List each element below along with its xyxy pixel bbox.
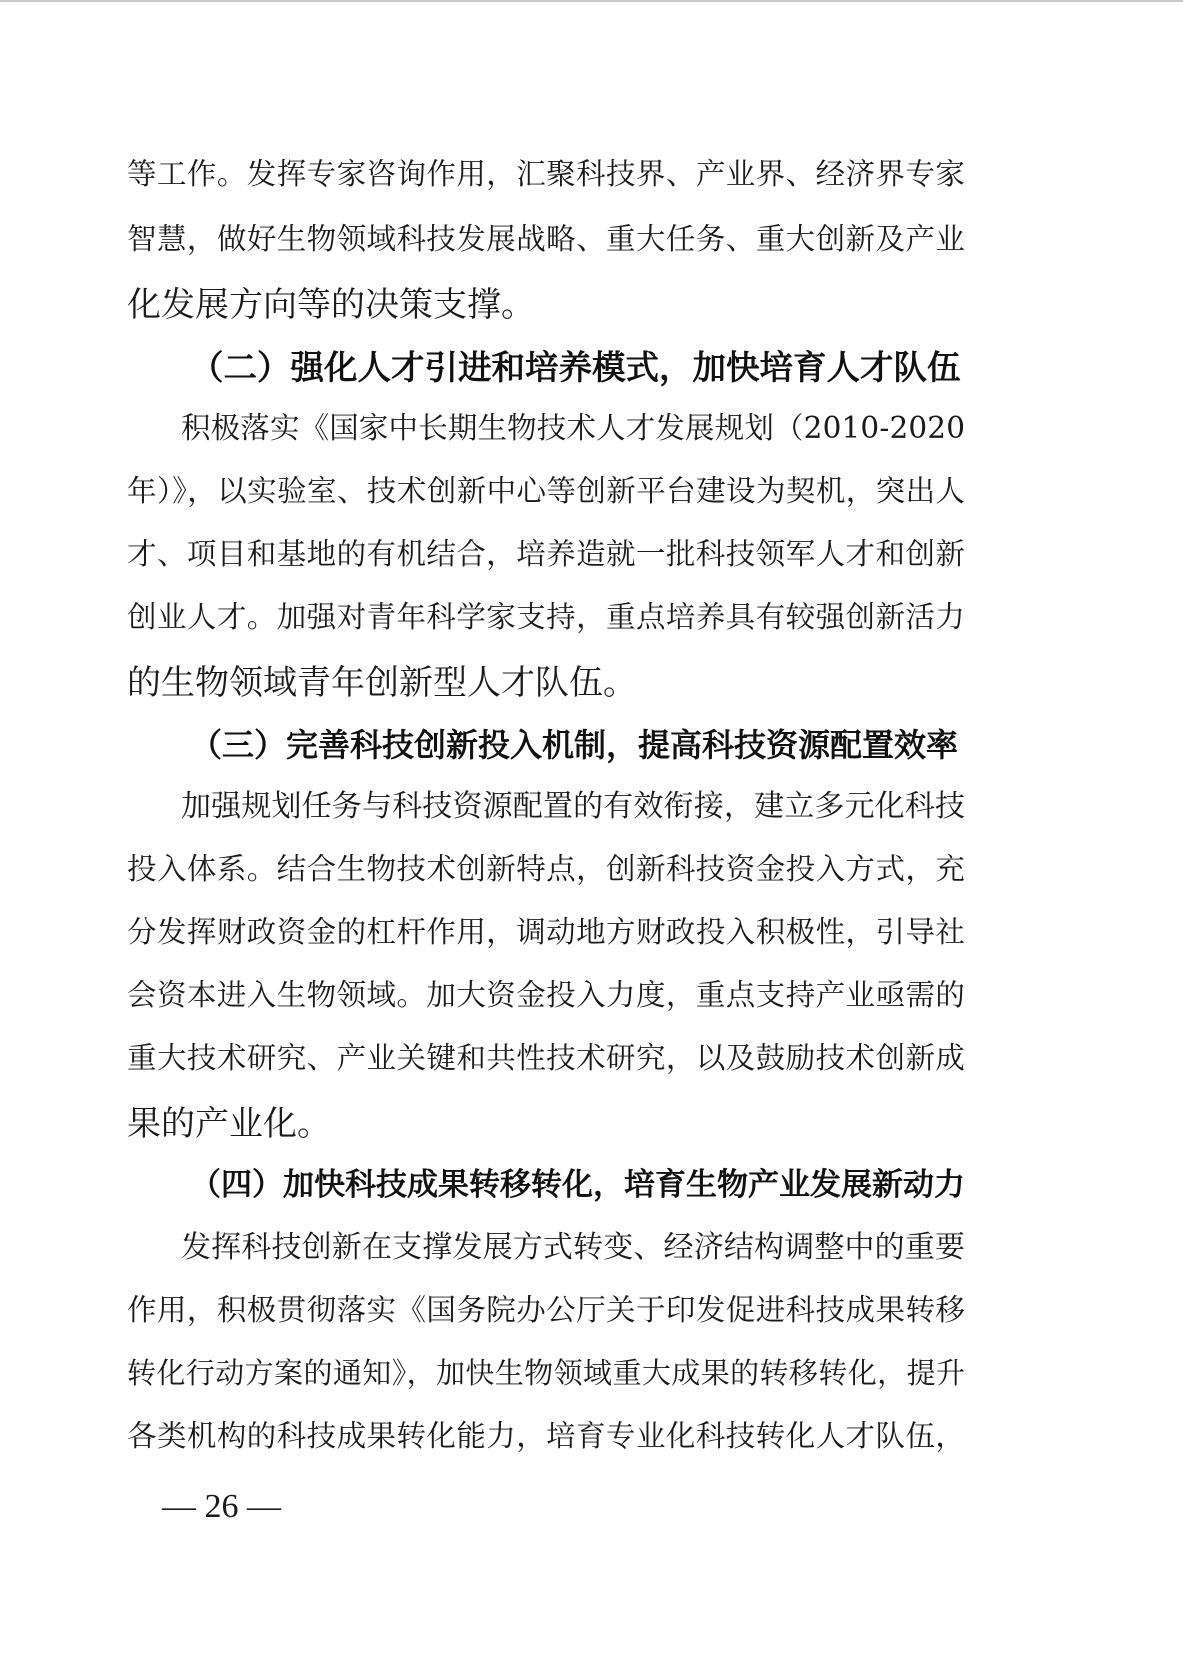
top-divider [0,0,1183,2]
body-line: 加强规划任务与科技资源配置的有效衔接，建立多元化科技 [181,789,966,824]
body-line: 才、项目和基地的有机结合，培养造就一批科技领军人才和创新 [127,537,966,571]
body-line: 分发挥财政资金的杠杆作用，调动地方财政投入积极性，引导社 [127,915,966,949]
section-heading-3: （三）完善科技创新投入机制，提高科技资源配置效率 [190,726,959,764]
body-line: 作用，积极贯彻落实《国务院办公厅关于印发促进科技成果转移 [127,1293,966,1327]
body-line: 的生物领域青年创新型人才队伍。 [127,663,637,703]
body-line: 积极落实《国家中长期生物技术人才发展规划（2010-2020 [181,411,966,445]
body-line: 年）》，以实验室、技术创新中心等创新平台建设为契机，突出人 [127,474,966,508]
body-line: 果的产业化。 [127,1104,331,1144]
body-line: 会资本进入生物领域。加大资金投入力度，重点支持产业亟需的 [127,978,966,1012]
body-line: 化发展方向等的决策支撑。 [127,285,535,325]
body-line: 重大技术研究、产业关键和共性技术研究，以及鼓励技术创新成 [127,1041,966,1075]
body-line: 智慧，做好生物领域科技发展战略、重大任务、重大创新及产业 [127,222,966,256]
page-number: — 26 — [162,1488,281,1525]
body-line: 发挥科技创新在支撑发展方式转变、经济结构调整中的重要 [181,1230,966,1265]
body-line: 转化行动方案的通知》，加快生物领域重大成果的转移转化，提升 [127,1356,966,1390]
body-line: 投入体系。结合生物技术创新特点，创新科技资金投入方式，充 [127,852,966,886]
body-line: 创业人才。加强对青年科学家支持，重点培养具有较强创新活力 [127,600,966,634]
section-heading-4: （四）加快科技成果转移转化，培育生物产业发展新动力 [190,1167,965,1203]
section-heading-2: （二）强化人才引进和培养模式，加快培育人才队伍 [190,348,961,387]
body-line: 等工作。发挥专家咨询作用，汇聚科技界、产业界、经济界专家 [127,157,966,191]
body-line: 各类机构的科技成果转化能力，培育专业化科技转化人才队伍， [127,1419,966,1453]
